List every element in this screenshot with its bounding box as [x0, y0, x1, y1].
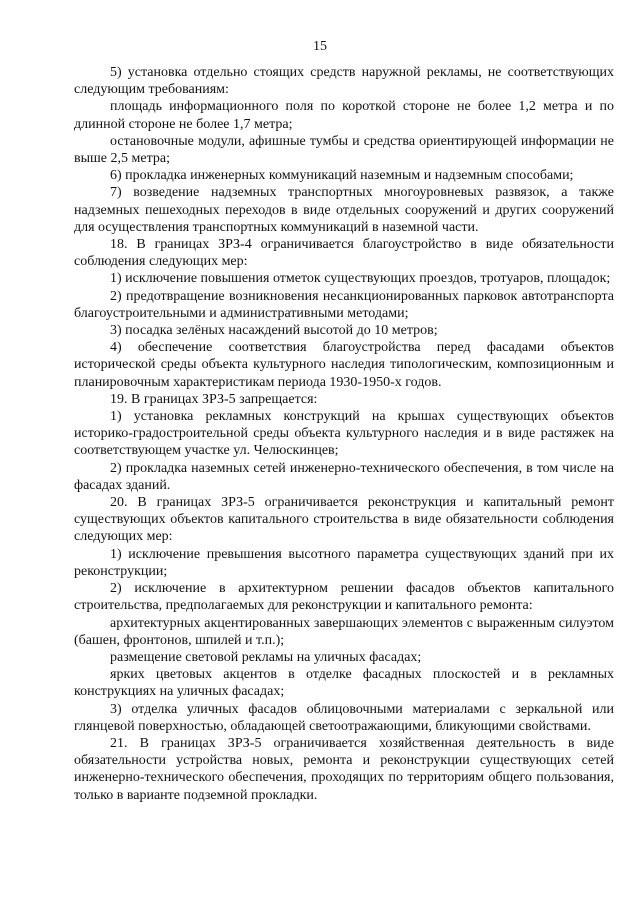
page-number: 15 [313, 39, 327, 54]
paragraph: 19. В границах ЗРЗ-5 запрещается: [110, 391, 318, 407]
paragraph: размещение световой рекламы на уличных фасадах; [110, 649, 422, 665]
paragraph: 18. В границах ЗРЗ-4 ограничивается благоустройство в виде обязательности соблюдения следующих мер: [74, 237, 614, 270]
paragraph: 5) установка отдельно стоящих средств наружной рекламы, не соответствующих следующим требованиям: [74, 65, 614, 98]
paragraph: 6) прокладка инженерных коммуникаций наземным и надземным способами; [110, 168, 574, 184]
paragraph: архитектурных акцентированных завершающих элементов с выраженным силуэтом (башен, фронтонов, шпилей и т.п.); [74, 615, 614, 648]
paragraph: 20. В границах ЗРЗ-5 ограничивается реконструкция и капитальный ремонт существующих объектов капитального строительства в виде обязательности соблюдения следующих мер: [74, 495, 614, 545]
paragraph: 2) предотвращение возникновения несанкционированных парковок автотранспорта благоустроительными и административными методами; [74, 288, 614, 321]
paragraph: 3) посадка зелёных насаждений высотой до 10 метров; [110, 323, 438, 339]
paragraph: ярких цветовых акцентов в отделке фасадных плоскостей и в рекламных конструкциях на уличных фасадах; [74, 667, 614, 700]
paragraph: 1) исключение повышения отметок существующих проездов, тротуаров, площадок; [110, 271, 611, 287]
page-body [74, 64, 614, 804]
paragraph: остановочные модули, афишные тумбы и средства ориентирующей информации не выше 2,5 метра; [74, 133, 614, 167]
paragraph: 21. В границах ЗРЗ-5 ограничивается хозяйственная деятельность в виде обязательности устройства новых, ремонта и реконструкции существующих сетей инженерно-технического обеспечения, проходящих по территориям общего пользования, только в варианте подземной прокладки. [74, 735, 614, 803]
paragraph: 1) установка рекламных конструкций на крышах существующих объектов историко-градостроительной среды объекта культурного наследия и в виде растяжек на соответствующем участке ул. Челюскинцев; [74, 409, 614, 459]
paragraph: 2) прокладка наземных сетей инженерно-технического обеспечения, в том числе на фасадах зданий. [74, 460, 614, 493]
paragraph: 7) возведение надземных транспортных многоуровневых развязок, а также надземных пешеходных переходов в виде отдельных сооружений и других сооружений для осуществления транспортных коммуникаций в наземной части. [74, 185, 614, 235]
paragraph: 4) обеспечение соответствия благоустройства перед фасадами объектов исторической среды объекта культурного наследия типологическим, композиционным и планировочным характеристикам периода 1930-1950-х годов. [74, 340, 614, 390]
paragraph: 3) отделка уличных фасадов облицовочными материалами с зеркальной или глянцевой поверхностью, обладающей светоотражающими, бликующими свойствами. [74, 701, 614, 734]
paragraph: площадь информационного поля по короткой стороне не более 1,2 метра и по длинной стороне не более 1,7 метра; [74, 99, 614, 132]
paragraph: 2) исключение в архитектурном решении фасадов объектов капитального строительства, предполагаемых для реконструкции и капитального ремонта: [74, 581, 614, 614]
paragraph: 1) исключение превышения высотного параметра существующих зданий при их реконструкции; [74, 546, 614, 579]
